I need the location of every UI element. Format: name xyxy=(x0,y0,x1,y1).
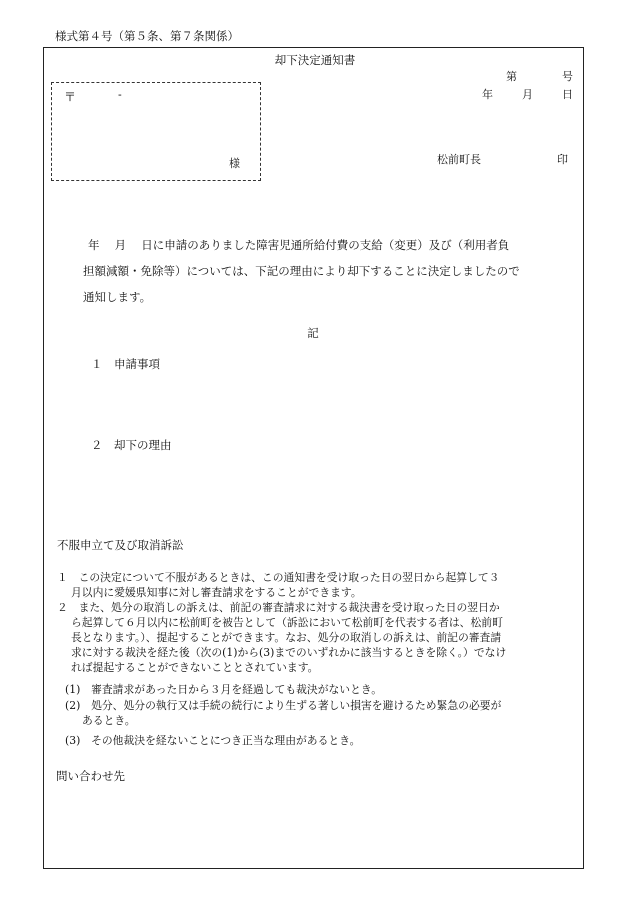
document-number-suffix: 号 xyxy=(562,70,573,83)
document-number-prefix: 第 xyxy=(506,70,517,83)
item-application-details: １ 申請事項 xyxy=(91,357,160,371)
item-rejection-reason: ２ 却下の理由 xyxy=(91,438,172,452)
appeal-note-line: (3) その他裁決を経ないことにつき正当な理由があるとき。 xyxy=(65,734,361,747)
ki-heading: 記 xyxy=(307,326,319,340)
postal-code-separator: - xyxy=(118,88,122,101)
appeal-note-line: ２ また、処分の取消しの訴えは、前記の審査請求に対する裁決書を受け取った日の翌日か xyxy=(57,601,500,614)
appeal-note-line: 長となります。）、提起することができます。なお、処分の取消しの訴えは、前記の審査請 xyxy=(71,631,502,644)
body-line: 通知します。 xyxy=(83,290,152,304)
appeal-note-line: あるとき。 xyxy=(82,714,136,727)
appeal-note-line: 月以内に愛媛県知事に対し審査請求をすることができます。 xyxy=(71,586,362,599)
body-line: 担額減額・免除等）については、下記の理由により却下することに決定しましたので xyxy=(83,264,520,278)
date-year: 年 xyxy=(482,88,493,101)
contact-heading: 問い合わせ先 xyxy=(56,769,125,783)
issuer-name: 松前町長 xyxy=(437,153,481,166)
appeal-note-line: れば提起することができないこととされています。 xyxy=(71,661,319,674)
body-line: 年 月 日に申請のありました障害児通所給付費の支給（変更）及び（利用者負 xyxy=(88,238,510,252)
appeal-note-line: (1) 審査請求があった日から３月を経過しても裁決がないとき。 xyxy=(65,683,383,696)
appeal-note-line: 求に対する裁決を経た後（次の(1)から(3)までのいずれかに該当するときを除く。）でなけ xyxy=(71,646,507,659)
date-day: 日 xyxy=(562,88,573,101)
addressee-honorific: 様 xyxy=(229,157,240,170)
date-month: 月 xyxy=(522,88,533,101)
appeal-note-line: １ この決定について不服があるときは、この通知書を受け取った日の翌日から起算して３ xyxy=(57,571,500,584)
document-title: 却下決定通知書 xyxy=(274,53,356,67)
postal-mark: 〒 xyxy=(64,90,77,104)
appeal-heading: 不服申立て及び取消訴訟 xyxy=(57,538,184,552)
appeal-note-line: ら起算して６月以内に松前町を被告として（訴訟において松前町を代表する者は、松前町 xyxy=(71,616,503,629)
seal-mark: 印 xyxy=(557,153,568,166)
form-number: 様式第４号（第５条、第７条関係） xyxy=(55,29,239,43)
appeal-note-line: (2) 処分、処分の執行又は手続の続行により生ずる著しい損害を避けるため緊急の必要が xyxy=(65,699,502,712)
